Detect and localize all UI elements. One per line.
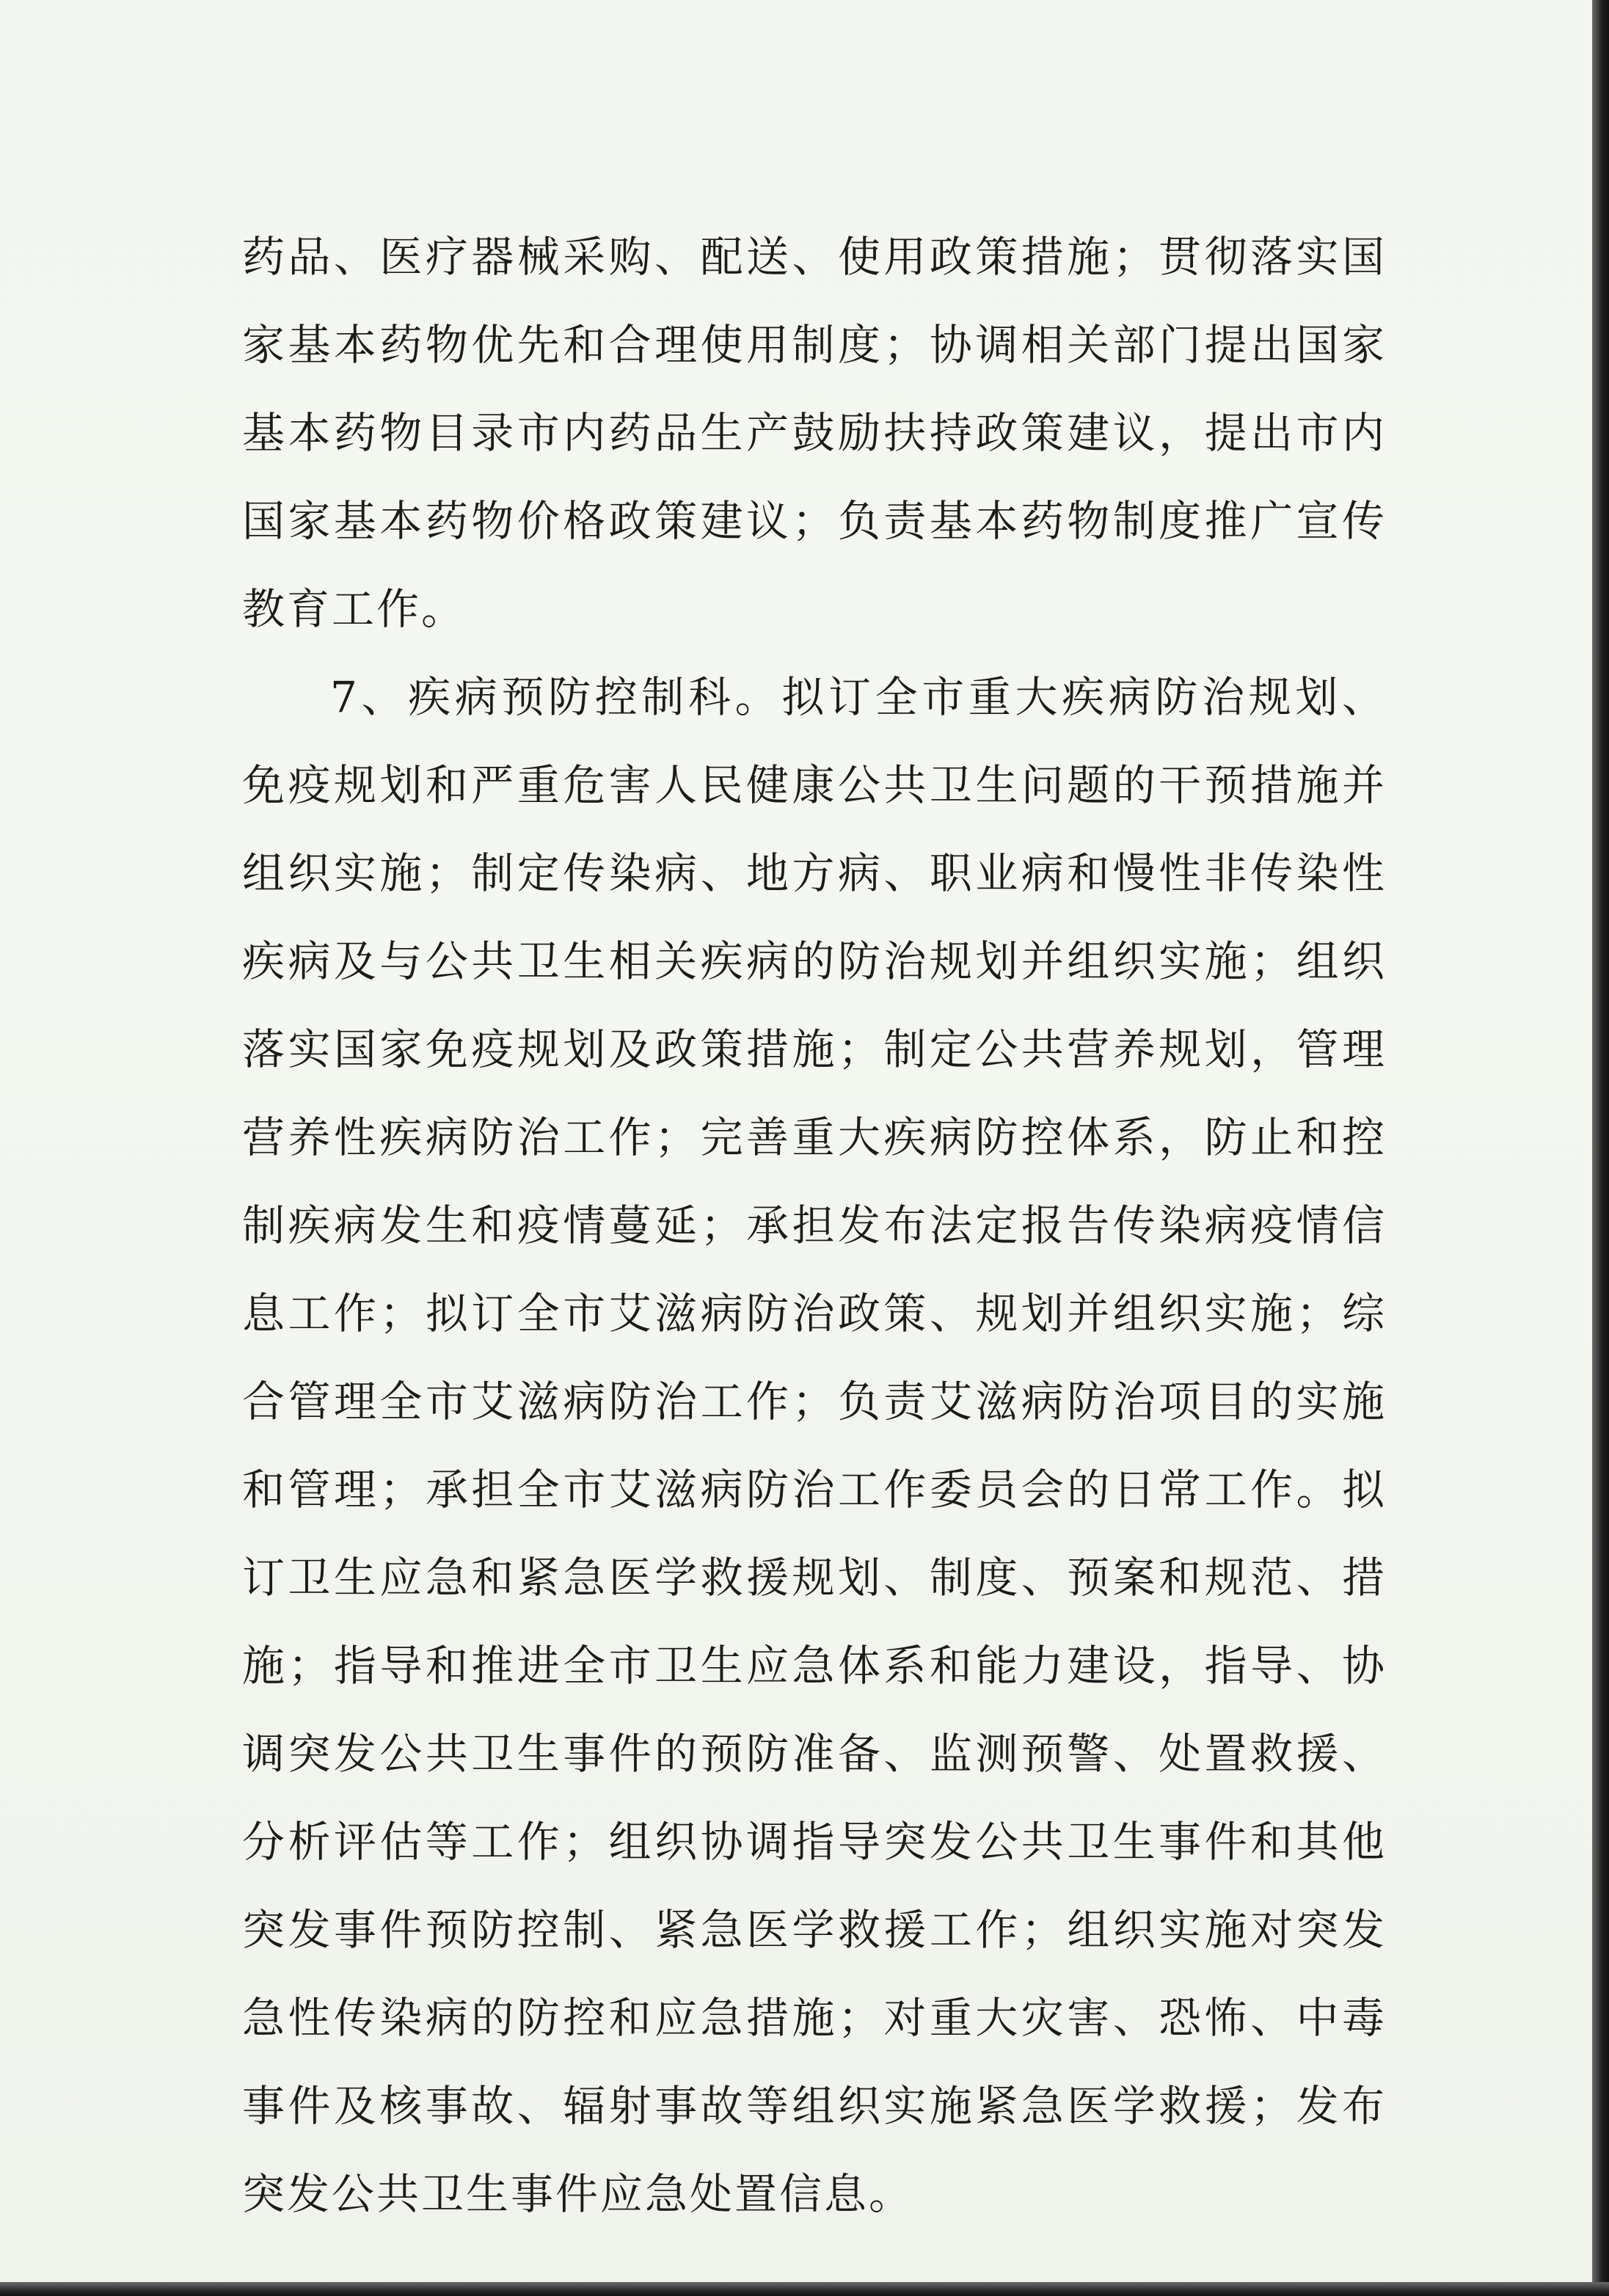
document-body (242, 213, 1387, 2238)
scanner-edge-right (1592, 0, 1609, 2296)
scanner-edge-bottom (0, 2282, 1609, 2296)
paragraph-disease-control-section: 7、疾病预防控制科。拟订全市重大疾病防治规划、免疫规划和严重危害人民健康公共卫生问题的干预措施并组织实施；制定传染病、地方病、职业病和慢性非传染性疾病及与公共卫生相关疾病的防治规划并组织实施；组织落实国家免疫规划及政策措施；制定公共营养规划，管理营养性疾病防治工作；完善重大疾病防控体系，防止和控制疾病发生和疫情蔓延；承担发布法定报告传染病疫情信息工作；拟订全市艾滋病防治政策、规划并组织实施；综合管理全市艾滋病防治工作；负责艾滋病防治项目的实施和管理；承担全市艾滋病防治工作委员会的日常工作。拟订卫生应急和紧急医学救援规划、制度、预案和规范、措施；指导和推进全市卫生应急体系和能力建设，指导、协调突发公共卫生事件的预防准备、监测预警、处置救援、分析评估等工作；组织协调指导突发公共卫生事件和其他突发事件预防控制、紧急医学救援工作；组织实施对突发急性传染病的防控和应急措施；对重大灾害、恐怖、中毒事件及核事故、辐射事故等组织实施紧急医学救援；发布突发公共卫生事件应急处置信息。 (242, 672, 1387, 2219)
paragraph-continuation: 药品、医疗器械采购、配送、使用政策措施；贯彻落实国家基本药物优先和合理使用制度；协调相关部门提出国家基本药物目录市内药品生产鼓励扶持政策建议，提出市内国家基本药物价格政策建议；负责基本药物制度推广宣传教育工作。 (242, 232, 1387, 634)
